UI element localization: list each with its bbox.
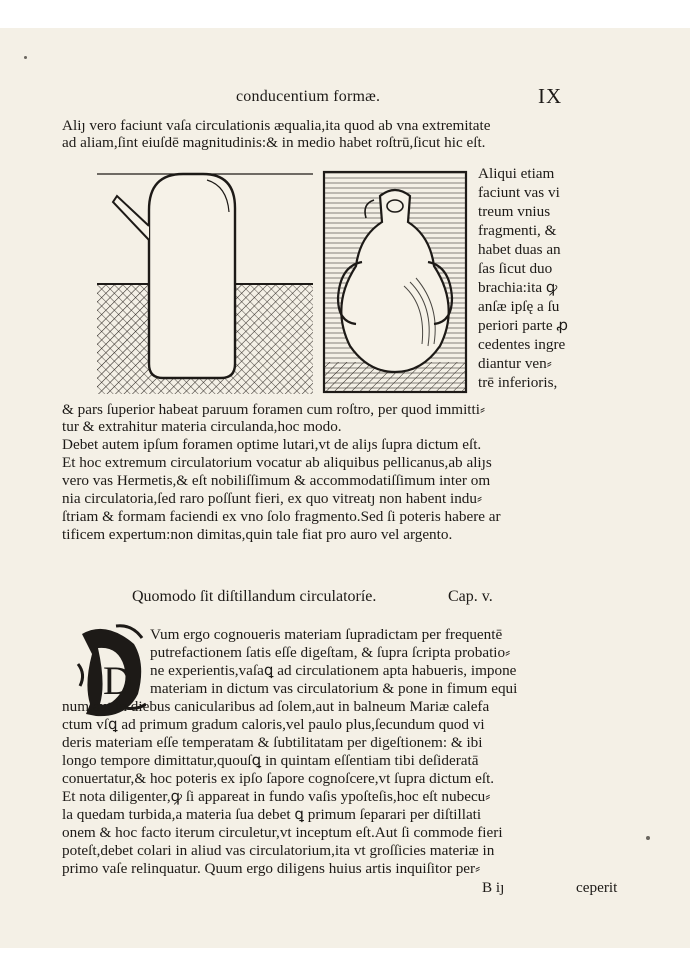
speck bbox=[646, 836, 650, 840]
text-line: ctum vſꝗ ad primum gradum caloris,vel paulo plus,ſecundum quod vi bbox=[62, 716, 485, 733]
text-line: Et hoc extremum circulatorium vocatur ab aliquibus pellicanus,ab aliȷs bbox=[62, 454, 492, 471]
text-line: putrefactionem ſatis eſſe digeſtam, & ſupra ſcripta probatio⸗ bbox=[150, 644, 511, 661]
folio-number: IX bbox=[538, 84, 563, 108]
text-line: Vum ergo cognoueris materiam ſupradictam per frequentē bbox=[150, 626, 503, 643]
signature-mark: B iȷ bbox=[482, 879, 505, 896]
text-line: deris materiam eſſe temperatam & ſubtilitatam per digeſtionem: & ibi bbox=[62, 734, 483, 751]
text-line: habet duas an bbox=[478, 241, 561, 258]
text-line: faciunt vas vi bbox=[478, 184, 560, 201]
text-line: materiam in dictum vas circulatorium & pone in fimum equi bbox=[150, 680, 518, 697]
text-line: Aliqui etiam bbox=[478, 165, 555, 182]
text-line: primo vaſe relinquatur. Quum ergo diligens huius artis inquiſitor per⸗ bbox=[62, 860, 481, 877]
text-line: conuertatur,& hoc poteris ex ipſo ſapore cognoſcere,vt ſupra dictum eſt. bbox=[62, 770, 495, 787]
text-line: num,aut in diebus canicularibus ad ſolem,aut in balneum Mariæ calefa bbox=[62, 698, 490, 715]
text-line: la quedam turbida,a materia ſua debet ꝗ primum ſeparari per diſtillati bbox=[62, 806, 482, 823]
text-line: Et nota diligenter,ꝙ ſi appareat in fundo vaſis ypoſteſis,hoc eſt nubecu⸗ bbox=[62, 788, 491, 805]
text-line: & pars ſuperior habeat paruum foramen cum roſtro, per quod immitti⸗ bbox=[62, 401, 486, 418]
text-line: tur & extrahitur materia circulanda,hoc modo. bbox=[62, 418, 342, 435]
text-line: anſæ ipſę a ſu bbox=[478, 298, 560, 315]
pelican-vessel-woodcut bbox=[322, 166, 468, 394]
text-line: tificem expertum:non dimitas,quin tale fiat pro auro vel argento. bbox=[62, 526, 453, 543]
text-line: longo tempore dimittatur,quouſꝗ in quintam eſſentiam tibi deſideratā bbox=[62, 752, 479, 769]
text-line: trē inferioris, bbox=[478, 374, 558, 391]
text-line: ſtriam & formam faciendi ex vno ſolo fragmento.Sed ſi poteris habere ar bbox=[62, 508, 501, 525]
text-line: Debet autem ipſum foramen optime lutari,vt de aliȷs ſupra dictum eſt. bbox=[62, 436, 482, 453]
text-line: ad aliam,ſint eiuſdē magnitudinis:& in medio habet roſtrū,ſicut hic eſt. bbox=[62, 134, 486, 151]
text-line: periori parte ꝓ bbox=[478, 317, 569, 334]
text-line: fragmenti, & bbox=[478, 222, 557, 239]
chapter-number: Cap. v. bbox=[448, 588, 493, 605]
text-line: treum vnius bbox=[478, 203, 551, 220]
text-line: cedentes ingre bbox=[478, 336, 566, 353]
text-line: ne experientis,vaſaꝗ ad circulationem apta habueris, impone bbox=[150, 662, 517, 679]
text-line: ſas ſicut duo bbox=[478, 260, 553, 277]
text-line: brachia:ita ꝙ bbox=[478, 279, 558, 296]
text-line: poteſt,debet colari in aliud vas circulatorium,ita vt groſſicies materiæ in bbox=[62, 842, 495, 859]
chapter-title: Quomodo ſit diſtillandum circulatoríe. bbox=[132, 588, 377, 605]
text-line: vero vas Hermetis,& eſt nobiliſſimum & accommodatiſſimum inter om bbox=[62, 472, 491, 489]
circulatory-vessel-woodcut bbox=[97, 166, 313, 394]
text-line: diantur ven⸗ bbox=[478, 355, 552, 372]
catchword: ceperit bbox=[576, 879, 618, 896]
speck bbox=[24, 56, 27, 59]
text-line: Aliȷ vero faciunt vaſa circulationis æqualia,ita quod ab vna extremitate bbox=[62, 117, 491, 134]
text-line: nia circulatoria,ſed raro poſſunt fieri, ex quo vitreatȷ non habent indu⸗ bbox=[62, 490, 483, 507]
book-page bbox=[0, 28, 690, 948]
text-line: onem & hoc facto iterum circuletur,vt inceptum eſt.Aut ſi commode fieri bbox=[62, 824, 503, 841]
running-title: conducentium formæ. bbox=[236, 88, 381, 105]
initial-letter: D bbox=[103, 658, 132, 703]
